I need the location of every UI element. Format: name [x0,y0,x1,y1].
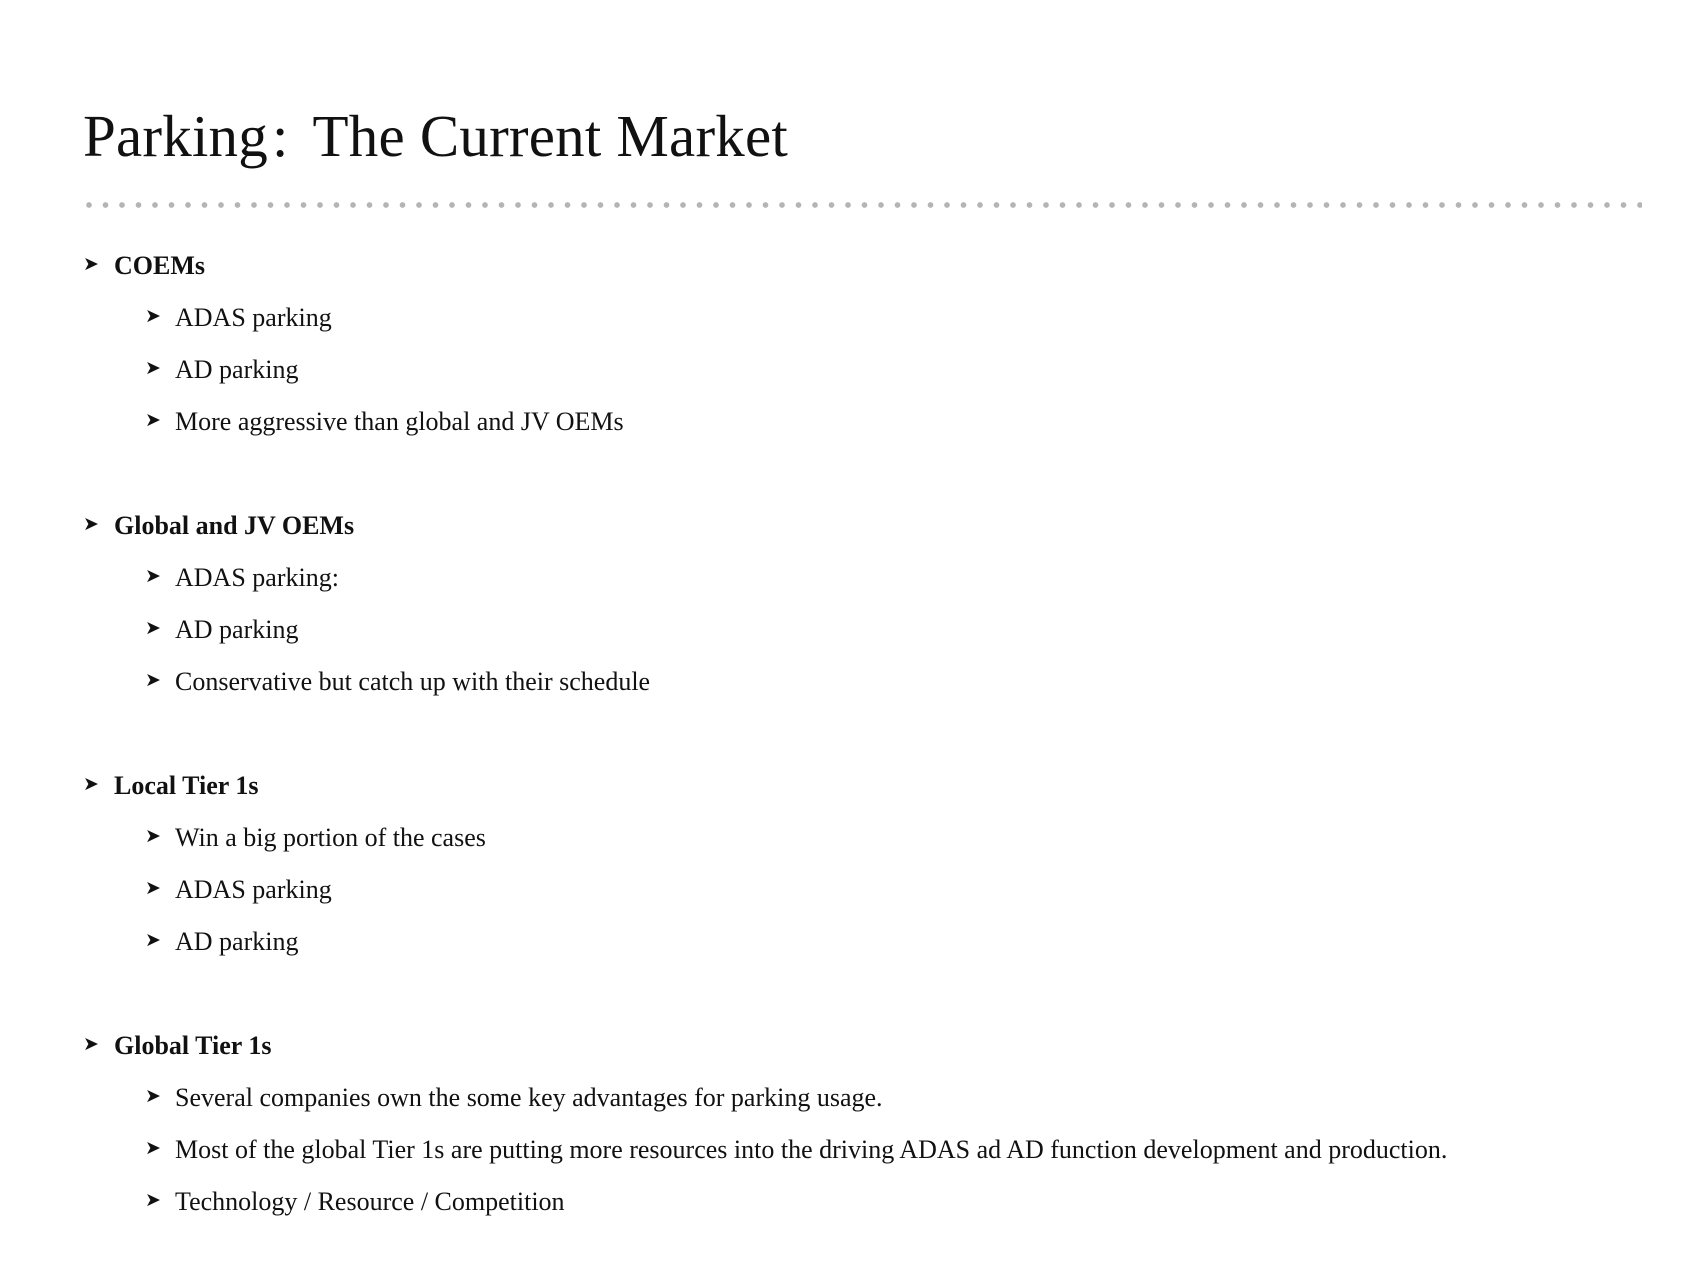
arrow-bullet-icon: ➤ [145,306,161,327]
section-global-jv-oems [83,506,1663,714]
slide-title [83,104,788,169]
list-item-text: Conservative but catch up with their schedule [175,667,651,696]
title-main: Parking [83,103,268,169]
section-heading: Local Tier 1s [114,771,259,800]
list-item-text: ADAS parking [175,875,332,904]
list-item-text: ADAS parking [175,303,332,332]
arrow-bullet-icon: ➤ [145,670,161,691]
list-item-text: Several companies own the some key advantages for parking usage. [175,1083,883,1112]
list-item [83,662,1663,714]
section-heading-row [83,506,1663,558]
list-item-text: AD parking [175,615,299,644]
section-heading-row [83,246,1663,298]
bullet-outline [83,246,1663,1286]
list-item-text: Win a big portion of the cases [175,823,486,852]
list-item-text: AD parking [175,927,299,956]
section-heading-row [83,766,1663,818]
arrow-bullet-icon: ➤ [83,1034,99,1055]
section-global-tier1s [83,1026,1663,1234]
arrow-bullet-icon: ➤ [145,930,161,951]
list-item-text: ADAS parking: [175,563,339,592]
arrow-bullet-icon: ➤ [83,254,99,275]
list-item [83,818,1663,870]
title-colon: : [271,103,289,169]
section-heading: Global and JV OEMs [114,511,355,540]
section-heading: COEMs [114,251,205,280]
arrow-bullet-icon: ➤ [145,1086,161,1107]
section-local-tier1s [83,766,1663,974]
section-coems [83,246,1663,454]
sub-bullet-list [83,818,1663,974]
sub-bullet-list [83,1078,1663,1234]
arrow-bullet-icon: ➤ [145,878,161,899]
list-item [83,1130,1663,1182]
dotted-divider [86,202,1642,210]
list-item [83,350,1663,402]
list-item [83,298,1663,350]
list-item-text: Most of the global Tier 1s are putting more resources into the driving ADAS ad AD function development and production. [175,1135,1448,1164]
arrow-bullet-icon: ➤ [145,566,161,587]
sub-bullet-list [83,298,1663,454]
arrow-bullet-icon: ➤ [145,1190,161,1211]
list-item [83,610,1663,662]
arrow-bullet-icon: ➤ [145,618,161,639]
list-item [83,922,1663,974]
section-heading-row [83,1026,1663,1078]
arrow-bullet-icon: ➤ [83,774,99,795]
arrow-bullet-icon: ➤ [145,410,161,431]
title-rest: The Current Market [312,103,788,169]
arrow-bullet-icon: ➤ [145,826,161,847]
list-item [83,558,1663,610]
arrow-bullet-icon: ➤ [145,1138,161,1159]
arrow-bullet-icon: ➤ [83,514,99,535]
list-item-text: AD parking [175,355,299,384]
list-item [83,402,1663,454]
list-item-text: More aggressive than global and JV OEMs [175,407,624,436]
list-item [83,870,1663,922]
list-item-text: Technology / Resource / Competition [175,1187,565,1216]
sub-bullet-list [83,558,1663,714]
list-item [83,1182,1663,1234]
arrow-bullet-icon: ➤ [145,358,161,379]
section-heading: Global Tier 1s [114,1031,272,1060]
list-item [83,1078,1663,1130]
